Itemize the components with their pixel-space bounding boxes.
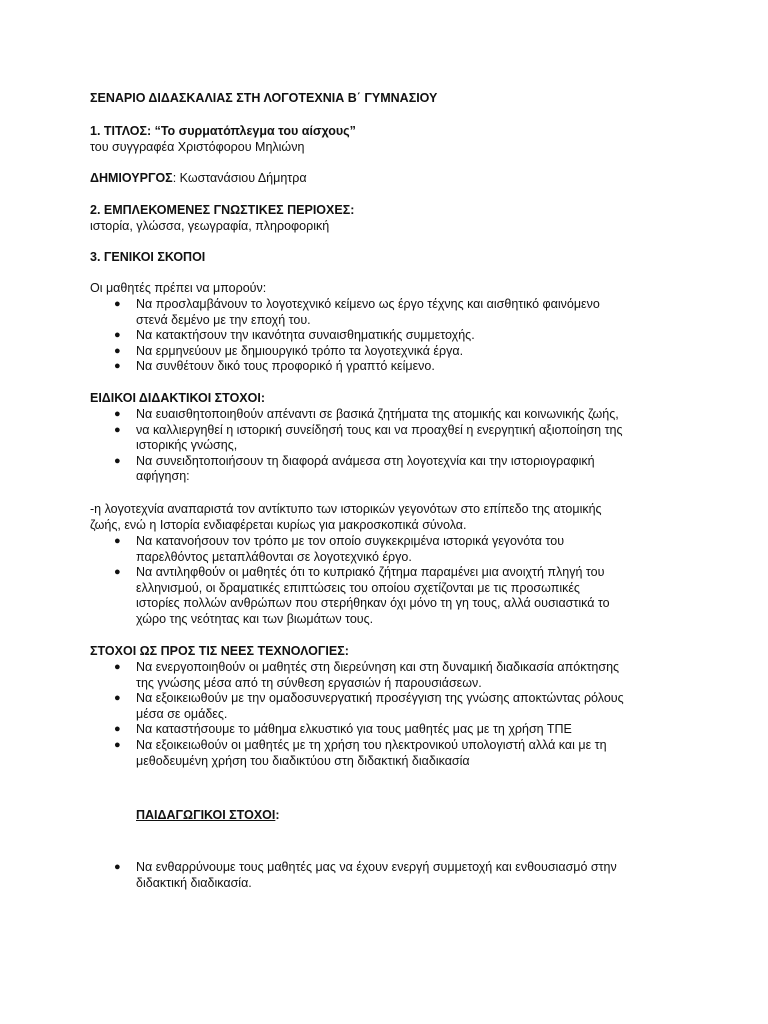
- pedagogical-heading-colon: :: [275, 808, 280, 822]
- paragraph-line: ζωής, ενώ η Ιστορία ενδιαφέρεται κυρίως για μακροσκοπικά σύνολα.: [90, 517, 467, 532]
- pedagogical-heading: [136, 808, 726, 824]
- pedagogical-aims-list: [90, 860, 680, 891]
- list-item-line: της γνώσης μέσα από τη σύνθεση εργασιών ή παρουσιάσεων.: [136, 675, 482, 690]
- bullet-icon: ●: [114, 566, 121, 579]
- specific-heading: ΕΙΔΙΚΟΙ ΔΙΔΑΚΤΙΚΟΙ ΣΤΟΧΟΙ:: [90, 391, 265, 405]
- creator-label: ΔΗΜΙΟΥΡΓΟΣ: [90, 171, 173, 185]
- list-item: [90, 454, 680, 485]
- bullet-icon: ●: [114, 408, 121, 420]
- bullet-icon: ●: [114, 360, 121, 373]
- list-item: [90, 328, 680, 344]
- bullet-icon: ●: [114, 344, 121, 357]
- creator-value: : Κωστανάσιου Δήμητρα: [172, 171, 307, 185]
- bullet-icon: ●: [114, 535, 121, 547]
- list-item-line: Να ενεργοποιηθούν οι μαθητές στη διερεύνηση και στη δυναμική διαδικασία απόκτησης: [136, 660, 620, 674]
- list-item-line: ιστορίες πολλών ανθρώπων που στερήθηκαν όχι μόνο τη γη τους, αλλά ουσιαστικά το: [136, 596, 610, 611]
- pedagogical-heading-text: ΠΑΙΔΑΓΩΓΙΚΟΙ ΣΤΟΧΟΙ: [136, 808, 276, 822]
- list-item-line: παρελθόντος μεταπλάθονται σε λογοτεχνικό έργο.: [136, 549, 412, 564]
- list-item-line: Να συνειδητοποιήσουν τη διαφορά ανάμεσα στη λογοτεχνία και την ιστοριογραφική: [136, 453, 595, 468]
- list-item-line: Να κατακτήσουν την ικανότητα συναισθηματικής συμμετοχής.: [136, 328, 475, 343]
- list-item-line: Να καταστήσουμε το μάθημα ελκυστικό για τους μαθητές μας με τη χρήση ΤΠΕ: [136, 722, 572, 737]
- paragraph-line: -η λογοτεχνία αναπαριστά τον αντίκτυπο των ιστορικών γεγονότων στο επίπεδο της ατομικής: [90, 502, 602, 516]
- list-item-line: αφήγηση:: [136, 469, 190, 484]
- list-item: [90, 359, 680, 375]
- list-item-line: στενά δεμένο με την εποχή του.: [136, 312, 311, 327]
- bullet-icon: ●: [114, 692, 121, 705]
- bullet-icon: ●: [114, 329, 121, 342]
- list-item: [90, 565, 680, 627]
- list-item: [90, 722, 680, 738]
- bullet-icon: ●: [114, 298, 121, 310]
- list-item: [90, 423, 680, 454]
- bullet-icon: ●: [114, 738, 121, 751]
- list-item: [90, 691, 680, 722]
- specific-aims-list: [90, 407, 680, 485]
- creator-line: [90, 171, 680, 187]
- bullet-icon: ●: [114, 861, 121, 873]
- list-item: [90, 297, 680, 328]
- paragraph-aims-list: [90, 534, 680, 628]
- list-item-line: Να αντιληφθούν οι μαθητές ότι το κυπριακό ζήτημα παραμένει μια ανοιχτή πληγή του: [136, 565, 605, 580]
- list-item-line: χώρο της νεότητας και των βιωμάτων τους.: [136, 611, 374, 626]
- areas-value: ιστορία, γλώσσα, γεωγραφία, πληροφορική: [90, 219, 330, 233]
- list-item: [90, 534, 680, 565]
- list-item-line: Να κατανοήσουν τον τρόπο με τον οποίο συγκεκριμένα ιστορικά γεγονότα του: [136, 534, 565, 548]
- list-item-line: μεθοδευμένη χρήση του διαδικτύου στη διδακτική διαδικασία: [136, 753, 470, 768]
- bullet-icon: ●: [114, 423, 121, 436]
- areas-heading: 2. ΕΜΠΛΕΚΟΜΕΝΕΣ ΓΝΩΣΤΙΚΕΣ ΠΕΡΙΟΧΕΣ:: [90, 203, 355, 217]
- list-item-line: ελληνισμού, οι δραματικές επιπτώσεις του οποίου σχετίζονται με τις προσωπικές: [136, 580, 580, 595]
- bullet-icon: ●: [114, 454, 121, 467]
- section-title-heading: 1. ΤΙΤΛΟΣ: “Το συρματόπλεγμα του αίσχους”: [90, 124, 356, 138]
- tech-aims-list: [90, 660, 680, 769]
- list-item-line: Να προσλαμβάνουν το λογοτεχνικό κείμενο ως έργο τέχνης και αισθητικό φαινόμενο: [136, 297, 600, 311]
- literature-history-paragraph: [90, 502, 680, 533]
- main-title: ΣΕΝΑΡΙΟ ΔΙΔΑΣΚΑΛΙΑΣ ΣΤΗ ΛΟΓΟΤΕΧΝΙΑ Β΄ ΓΥΜΝΑΣΙΟΥ: [90, 91, 438, 105]
- general-heading: 3. ΓΕΝΙΚΟΙ ΣΚΟΠΟΙ: [90, 250, 206, 264]
- general-intro: Οι μαθητές πρέπει να μπορούν:: [90, 281, 267, 295]
- list-item-line: Να ενθαρρύνουμε τους μαθητές μας να έχουν ενεργή συμμετοχή και ενθουσιασμό στην: [136, 860, 617, 874]
- list-item-line: Να συνθέτουν δικό τους προφορικό ή γραπτό κείμενο.: [136, 359, 435, 374]
- list-item-line: Να εξοικειωθούν με την ομαδοσυνεργατική προσέγγιση της γνώσης αποκτώντας ρόλους: [136, 691, 624, 706]
- list-item: [90, 860, 680, 891]
- list-item-line: Να ευαισθητοποιηθούν απέναντι σε βασικά ζητήματα της ατομικής και κοινωνικής ζωής,: [136, 407, 619, 421]
- list-item: [90, 738, 680, 769]
- bullet-icon: ●: [114, 661, 121, 673]
- title-author-line: του συγγραφέα Χριστόφορου Μηλιώνη: [90, 140, 305, 154]
- list-item-line: μέσα σε ομάδες.: [136, 706, 228, 721]
- list-item-line: να καλλιεργηθεί η ιστορική συνείδησή τους και να προαχθεί η ενεργητική αξιοποίηση της: [136, 422, 623, 437]
- list-item-line: διδακτική διαδικασία.: [136, 875, 252, 890]
- tech-heading: ΣΤΟΧΟΙ ΩΣ ΠΡΟΣ ΤΙΣ ΝΕΕΣ ΤΕΧΝΟΛΟΓΙΕΣ:: [90, 644, 349, 658]
- list-item: [90, 344, 680, 360]
- list-item: [90, 660, 680, 691]
- general-aims-list: [90, 297, 680, 375]
- list-item: [90, 407, 680, 423]
- bullet-icon: ●: [114, 723, 121, 736]
- list-item-line: Να ερμηνεύουν με δημιουργικό τρόπο τα λογοτεχνικά έργα.: [136, 343, 464, 358]
- list-item-line: ιστορικής γνώσης,: [136, 438, 238, 453]
- list-item-line: Να εξοικειωθούν οι μαθητές με τη χρήση του ηλεκτρονικού υπολογιστή αλλά και με τη: [136, 737, 607, 752]
